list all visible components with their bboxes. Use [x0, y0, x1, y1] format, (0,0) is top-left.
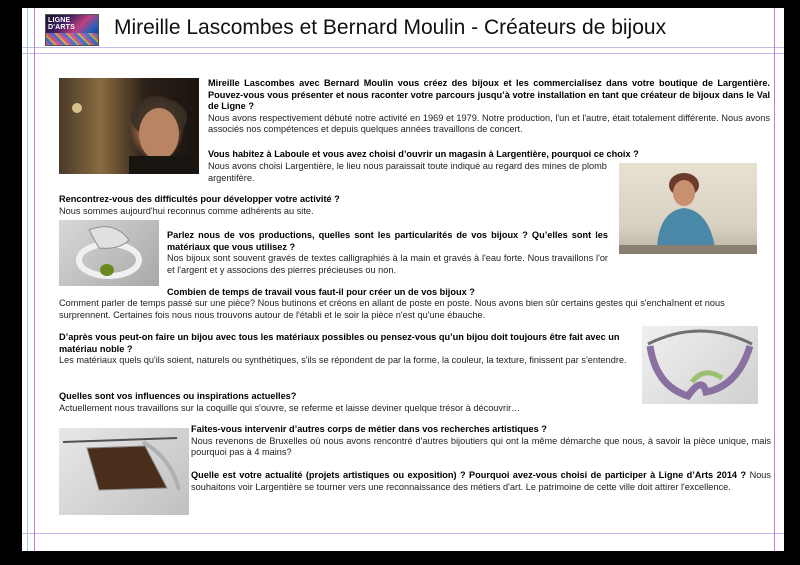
intro-question: Mireille Lascombes avec Bernard Moulin vous créez des bijoux et les commercialisez dans votre boutique de Largentière. Pouvez-vous vous présenter et nous raconter votre parcours jusqu’à votre installation en tant que créateur de bijoux dans le Val de Ligne ? [208, 78, 770, 112]
portrait-mireille-drawing [619, 163, 757, 254]
q2-question-block [208, 149, 770, 161]
portrait-drawing [59, 78, 199, 174]
logo-text: LIGNE D'ARTS [48, 17, 75, 31]
q8-block [191, 424, 771, 459]
q5-answer: Comment parler de temps passé sur une pièce? Nous butinons et créons en allant de poste en poste. Nous avons bien sûr certains gestes qui s'enchaînent et nous surprennent. Certaines fois nous nous trouvons autour de l'établi et le soir la pièce n'est qu'une ébauche. [59, 298, 725, 320]
intro-block [208, 78, 770, 136]
q6-question: D’après vous peut-on faire un bijou avec tous les matériaux possibles ou pensez-vous qu’un bijou doit toujours être fait avec un matériau noble ? [59, 332, 620, 354]
q6-block [59, 332, 637, 367]
q4-question: Parlez nous de vos productions, quelles sont les particularités de vos bijoux ? Qu’elles sont les matériaux que vous utilisez ? [167, 230, 608, 252]
q7-question: Quelles sont vos influences ou inspirations actuelles? [59, 391, 297, 401]
q5-question-block [167, 287, 767, 299]
q2-answer-block [208, 161, 616, 184]
document-page [22, 8, 784, 551]
brooch-photo [59, 428, 189, 515]
q3-block [59, 194, 619, 217]
q8-question: Faites-vous intervenir d’autres corps de métier dans vos recherches artistiques ? [191, 424, 547, 434]
ligne-darts-logo [45, 14, 99, 46]
margin-guide-right [774, 8, 775, 551]
silver-ring-photo [59, 220, 159, 286]
q6-answer: Les matériaux quels qu'ils soient, naturels ou synthétiques, s'ils se répondent de par la forme, la couleur, la texture, finissent par s'entendre. [59, 355, 627, 366]
q9-block [191, 470, 771, 493]
portrait-mireille-photo [619, 163, 757, 254]
header-rule [22, 47, 784, 48]
q7-answer: Actuellement nous travaillons sur la coquille qui s'ouvre, se referme et laisse deviner quelque trésor à découvrir… [59, 402, 521, 413]
necklace-photo [642, 326, 758, 404]
header-rule-secondary [22, 53, 784, 54]
q2-question: Vous habitez à Laboule et vous avez choisi d’ouvrir un magasin à Largentière, pourquoi ce choix ? [208, 149, 639, 159]
q4-answer: Nos bijoux sont souvent gravés de textes calligraphiés à la main et gravés à l'eau forte. Nous travaillons l'or et l'argent et y associons des pierres précieuses ou non. [167, 253, 608, 275]
brooch-drawing [59, 428, 189, 515]
q7-block [59, 391, 637, 414]
q9-question: Quelle est votre actualité (projets artistiques ou exposition) ? Pourquoi avez-vous choisi de participer à Ligne d’Arts 2014 ? [191, 470, 747, 480]
margin-guide-left-outer [27, 8, 28, 551]
q8-answer: Nous revenons de Bruxelles où nous avons rencontré d'autres bijoutiers qui ont la même démarche que nous, à savoir la pièce unique, mais pourquoi pas à 4 mains? [191, 435, 771, 458]
q5-question: Combien de temps de travail vous faut-il pour créer un de vos bijoux ? [167, 287, 475, 297]
margin-guide-left-inner [34, 8, 35, 551]
intro-answer: Nous avons respectivement débuté notre activité en 1969 et 1979. Notre production, l'un et l'autre, était totalement différente. Nous avons associés nos compétences et depuis quelques années travaillons de concert. [208, 112, 770, 135]
footer-rule [22, 533, 784, 534]
q5-answer-block [59, 298, 770, 321]
q4-block [167, 230, 608, 276]
necklace-drawing [642, 326, 758, 404]
q2-answer: Nous avons choisi Largentière, le lieu nous paraissait toute indiqué au regard des mines de plomb argentifère. [208, 161, 607, 183]
q3-answer: Nous sommes aujourd'hui reconnus comme adhérents au site. [59, 205, 314, 216]
q9-answer: Nous souhaitons voir Largentière se tourner vers une reconnaissance des métiers d'art. Le patrimoine de cette ville doit attirer l'excellence. [191, 470, 772, 492]
ring-drawing [59, 220, 159, 286]
q3-question: Rencontrez-vous des difficultés pour développer votre activité ? [59, 194, 340, 204]
page-title: Mireille Lascombes et Bernard Moulin - Créateurs de bijoux [114, 16, 667, 39]
portrait-bernard-photo [59, 78, 199, 174]
